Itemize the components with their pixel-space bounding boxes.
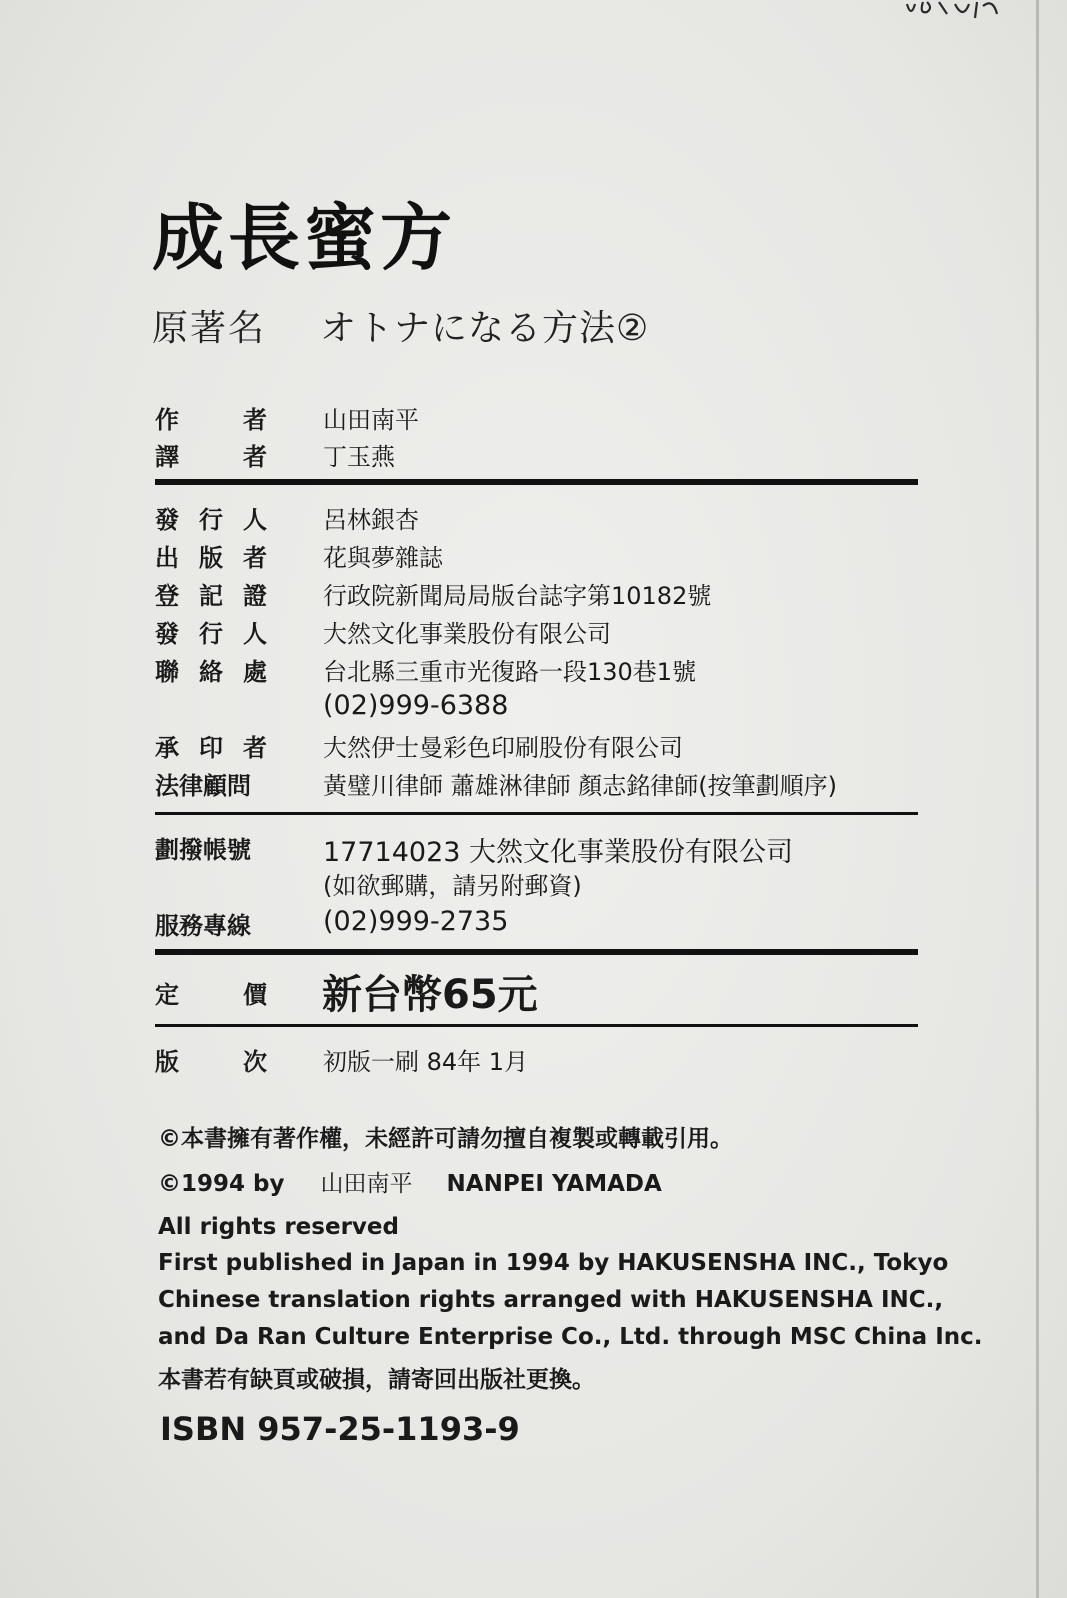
printer-key: 承 印 者 <box>155 734 267 762</box>
registration-value: 行政院新聞局局版台誌字第10182號 <box>323 582 712 610</box>
divider <box>155 1024 918 1027</box>
printer-value: 大然伊士曼彩色印刷股份有限公司 <box>323 734 683 762</box>
legal-key: 法律顧問 <box>155 772 251 800</box>
postal-account-value: 17714023 大然文化事業股份有限公司 <box>323 837 794 868</box>
edition-value: 初版一刷 84年 1月 <box>323 1048 529 1076</box>
service-line-value: (02)999-2735 <box>323 906 509 937</box>
copyright-notice: ©本書擁有著作權，未經許可請勿擅自複製或轉載引用。 <box>158 1126 733 1152</box>
postal-account-key: 劃撥帳號 <box>155 836 251 864</box>
original-title <box>152 300 650 351</box>
price-key: 定 價 <box>155 981 267 1009</box>
edition-key: 版 次 <box>155 1048 267 1076</box>
issuer-key: 發 行 人 <box>155 506 267 534</box>
thick-divider <box>155 949 918 955</box>
contact-phone: (02)999-6388 <box>323 690 509 721</box>
price-value: 新台幣65元 <box>322 972 538 1018</box>
rights-line: All rights reserved <box>158 1214 399 1240</box>
original-title-value: オトナになる方法② <box>320 308 650 349</box>
original-title-label: 原著名 <box>152 308 267 349</box>
mail-order-note: (如欲郵購，請另附郵資) <box>323 872 582 900</box>
rights-line: and Da Ran Culture Enterprise Co., Ltd. through MSC China Inc. <box>158 1324 983 1350</box>
service-line-key: 服務專線 <box>155 912 251 940</box>
issuer-company-key: 發 行 人 <box>155 620 267 648</box>
author-jp: 山田南平 <box>320 1171 413 1197</box>
thick-divider <box>155 479 918 485</box>
publisher-value: 花與夢雜誌 <box>323 544 443 572</box>
contact-key: 聯 絡 處 <box>155 658 267 686</box>
rights-line: First published in Japan in 1994 by HAKUSENSHA INC., Tokyo <box>158 1250 949 1276</box>
legal-value: 黃璧川律師 蕭雄淋律師 顏志銘律師(按筆劃順序) <box>323 772 837 800</box>
rights-line: Chinese translation rights arranged with HAKUSENSHA INC., <box>158 1287 944 1313</box>
copyright-line <box>158 1165 662 1198</box>
translator-value: 丁玉燕 <box>323 443 395 471</box>
book-title: 成長蜜方 <box>152 196 457 280</box>
rights-line: 本書若有缺頁或破損，請寄回出版社更換。 <box>158 1367 595 1393</box>
author-key: 作 者 <box>155 406 267 434</box>
registration-key: 登 記 證 <box>155 582 267 610</box>
page-edge <box>1036 0 1039 1598</box>
issuer-value: 呂林銀杏 <box>323 506 419 534</box>
contact-address: 台北縣三重市光復路一段130巷1號 <box>323 658 697 686</box>
translator-key: 譯 者 <box>155 443 267 471</box>
author-value: 山田南平 <box>323 406 419 434</box>
publisher-key: 出 版 者 <box>155 544 267 572</box>
copyright-year: ©1994 by <box>158 1171 285 1197</box>
handwritten-note <box>905 0 1005 22</box>
divider <box>155 812 918 815</box>
author-en: NANPEI YAMADA <box>446 1171 662 1197</box>
issuer-company-value: 大然文化事業股份有限公司 <box>323 620 611 648</box>
isbn: ISBN 957-25-1193-9 <box>160 1410 520 1448</box>
